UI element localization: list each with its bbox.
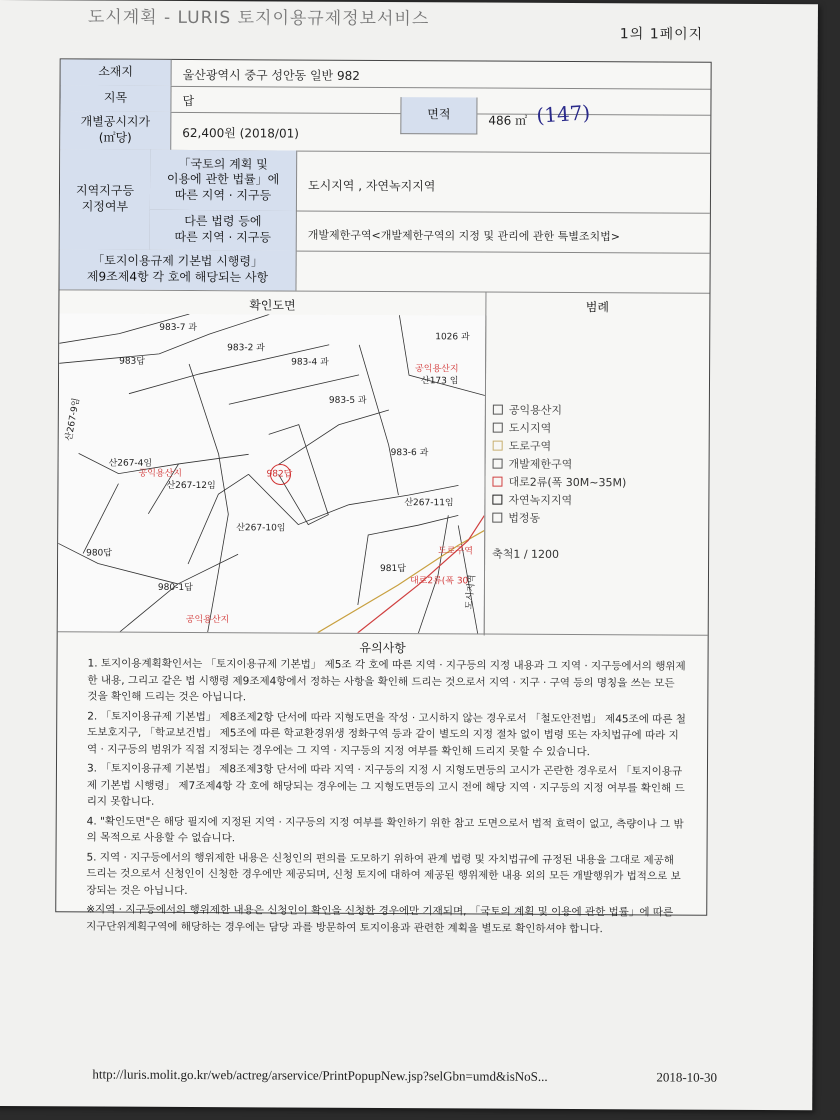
map-label-road: 대로2류(폭 30 xyxy=(409,576,469,587)
note-item-3: 3. 「토지이용규제 기본법」 제8조제3항 단서에 따라 지역 · 지구등의 지정 시 지형도면등의 고시가 곤란한 경우로서 「토지이용규제 기본법 시행령」 제7조제4항 각 호에 해당되는 경우에는 그 지형도면등의 고시 전에 해당 지역 · 지구등의 지정 여부를 확인해 드리지 못합니다. xyxy=(86,762,685,808)
row-zone xyxy=(60,149,711,253)
footer-url: http://luris.molit.go.kr/web/actreg/arservice/PrintPopupNew.jsp?selGbn=umd&isNoS... xyxy=(92,1066,548,1084)
zone-sub2-value: 개발제한구역<개발제한구역의 지정 및 관리에 관한 특별조치법> xyxy=(307,228,621,244)
map-label-public-forest-2: 공익용산지 xyxy=(138,468,183,479)
note-item-4: 4. "확인도면"은 해당 필지에 지정된 지역 · 지구등의 지정 여부를 확인하기 위한 참고 도면으로서 법적 효력이 없고, 측량이나 그 밖의 목적으로 사용할 수 없습니다. xyxy=(86,814,684,845)
map-label-san267-10: 산267-10임 xyxy=(236,523,286,534)
zone-sub2-label: 다른 법령 등에 따른 지역 · 지구등 xyxy=(150,210,297,251)
map-label-980-1: 980-1답 xyxy=(157,582,193,594)
map-label-983: 983답 xyxy=(119,356,146,367)
map-label-road-zone: 도로구역 xyxy=(438,546,473,557)
price-value: 62,400원 (2018/01) xyxy=(182,125,299,141)
map-label-983-6: 983-6 과 xyxy=(390,448,429,459)
location-value: 울산광역시 중구 성안동 일반 982 xyxy=(182,67,360,83)
decree-label: 「토지이용규제 기본법 시행령」 제9조제4항 각 호에 해당되는 사항 xyxy=(59,249,296,290)
area-handwritten-note: (147) xyxy=(535,100,591,128)
map-label-1026: 1026 과 xyxy=(435,332,470,343)
legend-item-greenbelt: 개발제한구역 xyxy=(493,456,573,472)
map-label-public-forest-3: 공익용산지 xyxy=(185,614,230,626)
map-label-san267-9: 산267-9임 xyxy=(64,397,83,442)
map-label-public-forest-1: 공익용산지 xyxy=(415,364,459,375)
note-item-1: 1. 토지이용계획확인서는 「토지이용규제 기본법」 제5조 각 호에 따른 지역 · 지구등의 지정 내용과 그 지역 · 지구등에서의 행위제한 내용, 그리고 같은 법 시행령 제9조제4항에서 정하는 사항을 확인해 드리는 것으로서 지역 · 지구 · 구역 등의 명칭을 쓰는 모든 것을 확인해 드리는 것은 아닙니다. xyxy=(87,657,686,704)
map-label-san267-4: 산267-4임 xyxy=(108,458,153,469)
map-label-983-5: 983-5 과 xyxy=(328,395,367,406)
cadastral-map-svg xyxy=(58,313,486,633)
note-item-6: ※지역 · 지구등에서의 행위제한 내용은 신청인이 확인을 신청한 경우에만 기재되며, 「국토의 계획 및 이용에 관한 법률」에 따른 지구단위계획구역에 해당하는 경우에는 담당 과를 방문하여 토지이용과 관련한 계획을 별도로 확인하셔야 합니다. xyxy=(86,903,674,935)
legend-item-public-forest: 공익용산지 xyxy=(493,402,562,418)
map-label-983-2: 983-2 과 xyxy=(227,343,265,354)
map-label-981: 981답 xyxy=(379,563,406,575)
land-use-form xyxy=(55,58,711,935)
legend-item-road-zone: 도로구역 xyxy=(493,438,552,454)
area-label: 면적 xyxy=(400,97,477,134)
legend-item-urban: 도시지역 xyxy=(493,420,552,436)
map-label-983-7: 983-7 과 xyxy=(159,322,198,334)
page-number: 1의 1페이지 xyxy=(619,26,704,43)
zone-sub1-label: 「국토의 계획 및 이용에 관한 법률」에 따른 지역 · 지구등 xyxy=(150,150,297,212)
notes-list xyxy=(86,655,687,940)
map-title: 확인도면 xyxy=(249,298,296,313)
legend-item-natural-green: 자연녹지지역 xyxy=(492,492,572,508)
legend-swatch-icon xyxy=(493,405,503,415)
map-label-san173: 산173 임 xyxy=(420,376,459,387)
map-scale: 축척1 / 1200 xyxy=(492,547,560,561)
footer-date: 2018-10-30 xyxy=(656,1069,718,1085)
legend-swatch-icon xyxy=(493,441,503,451)
legend-item-legal-dong: 법정동 xyxy=(492,510,540,526)
note-item-2: 2. 「토지이용규제 기본법」 제8조제2항 단서에 따라 지형도면을 작성 · 고시하지 않는 경우로서 「철도안전법」 제45조에 따른 철도보호지구, 「학교보건법」 제5조에 따른 학교환경위생 정화구역 등과 같이 별도의 지정 절차 없이 법령 또는 자치법규에 따라 지역 · 지구등의 범위가 직접 지정되는 경우에는 그 지역 · 지구등의 지정 여부를 확인해 드리지 못할 수 있습니다. xyxy=(87,709,686,758)
confirmation-map xyxy=(58,313,487,633)
notes-title: 유의사항 xyxy=(359,640,406,656)
legend-panel xyxy=(492,316,710,635)
note-item-5: 5. 지역 · 지구등에서의 행위제한 내용은 신청인의 편의를 도모하기 위하여 관계 법령 및 자치법규에 규정된 내용을 그대로 제공해 드리는 것으로서 신청인이 신청한 경우에만 제공되며, 신청 토지에 대하여 제공된 행위제한 내용 외의 모든 개발행위가 법적으로 보장되는 것은 아닙니다. xyxy=(86,850,681,897)
row-price xyxy=(60,111,710,153)
map-label-980: 980답 xyxy=(86,548,113,559)
legend-swatch-icon xyxy=(492,513,502,523)
location-label: 소재지 xyxy=(61,59,172,86)
row-decree xyxy=(59,249,709,293)
jimok-label: 지목 xyxy=(60,85,171,112)
map-label-982: 982답 xyxy=(266,469,293,480)
zone-label: 지역지구등 지정여부 xyxy=(60,149,152,249)
legend-title: 범례 xyxy=(585,300,610,315)
map-label-983-4: 983-4 과 xyxy=(291,357,329,368)
map-label-san267-11: 산267-11임 xyxy=(404,498,454,509)
header-title: 도시계획 - LURIS 토지이용규제정보서비스 xyxy=(87,7,430,30)
legend-item-main-road: 대로2류(폭 30M~35M) xyxy=(492,474,626,491)
map-label-urban: 도시지역 xyxy=(464,574,478,610)
legend-swatch-icon xyxy=(493,459,503,469)
legend-swatch-icon xyxy=(492,495,502,505)
legend-swatch-icon xyxy=(492,477,502,487)
legend-swatch-icon xyxy=(493,423,503,433)
price-label: 개별공시지가 (㎡당) xyxy=(60,111,171,150)
zone-sub1-value: 도시지역 , 자연녹지지역 xyxy=(307,178,436,194)
area-value: 486 ㎡ xyxy=(488,113,528,128)
map-label-san267-12: 산267-12임 xyxy=(166,480,216,492)
jimok-value: 답 xyxy=(182,93,195,109)
